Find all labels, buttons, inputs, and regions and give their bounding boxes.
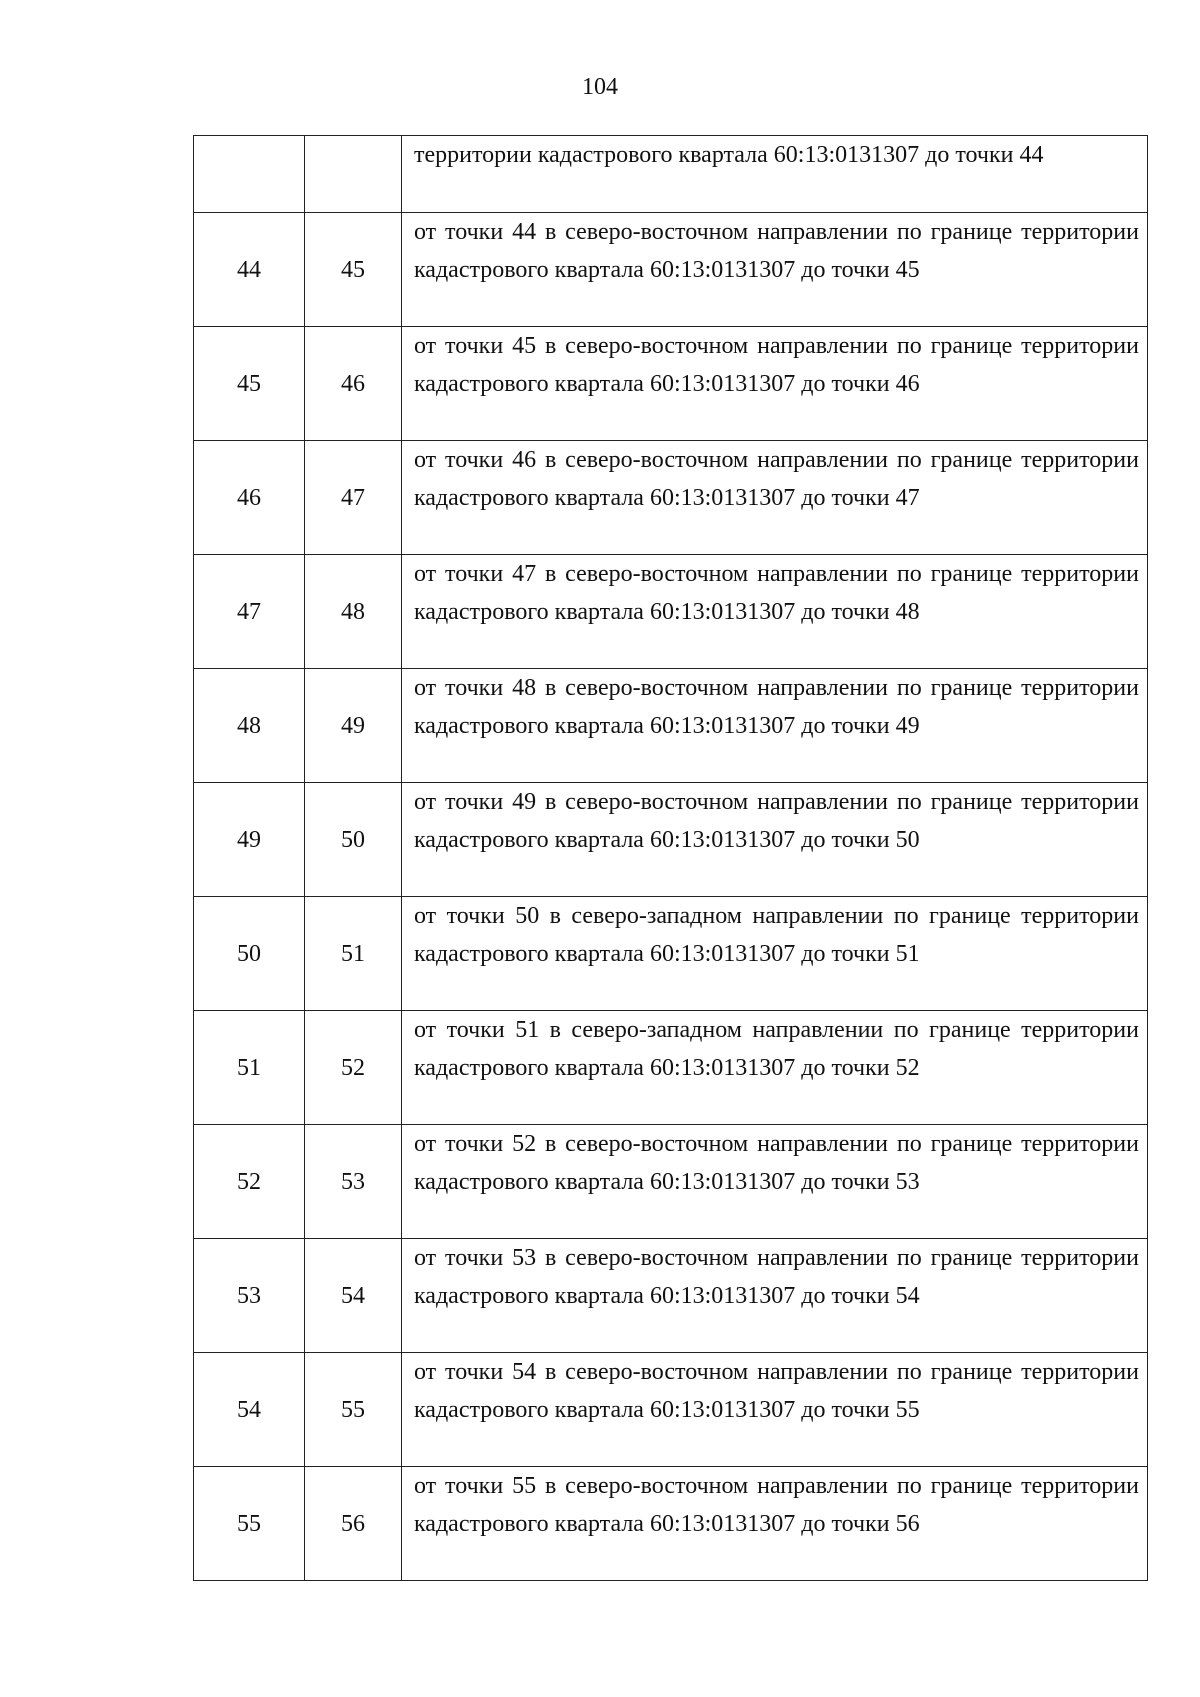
table-row bbox=[194, 897, 1148, 1011]
from-point-cell: 44 bbox=[194, 213, 305, 327]
from-point-cell: 54 bbox=[194, 1353, 305, 1467]
table-row bbox=[194, 783, 1148, 897]
from-point-cell: 46 bbox=[194, 441, 305, 555]
description-cell: от точки 50 в северо-западном направлении по границе территории кадастрового квартала 60:13:0131307 до точки 51 bbox=[402, 897, 1148, 1011]
description-cell: от точки 54 в северо-восточном направлении по границе территории кадастрового квартала 60:13:0131307 до точки 55 bbox=[402, 1353, 1148, 1467]
table-row bbox=[194, 1239, 1148, 1353]
to-point-cell: 49 bbox=[305, 669, 402, 783]
to-point-cell: 48 bbox=[305, 555, 402, 669]
from-point-cell: 50 bbox=[194, 897, 305, 1011]
table-row bbox=[194, 441, 1148, 555]
from-point-cell: 55 bbox=[194, 1467, 305, 1581]
to-point-cell: 51 bbox=[305, 897, 402, 1011]
description-cell: от точки 51 в северо-западном направлении по границе территории кадастрового квартала 60:13:0131307 до точки 52 bbox=[402, 1011, 1148, 1125]
from-point-cell: 51 bbox=[194, 1011, 305, 1125]
to-point-cell: 47 bbox=[305, 441, 402, 555]
description-cell: от точки 53 в северо-восточном направлении по границе территории кадастрового квартала 60:13:0131307 до точки 54 bbox=[402, 1239, 1148, 1353]
from-point-cell: 48 bbox=[194, 669, 305, 783]
to-point-cell: 55 bbox=[305, 1353, 402, 1467]
to-point-cell: 53 bbox=[305, 1125, 402, 1239]
table-row bbox=[194, 327, 1148, 441]
description-cell: от точки 47 в северо-восточном направлении по границе территории кадастрового квартала 60:13:0131307 до точки 48 bbox=[402, 555, 1148, 669]
from-point-cell: 53 bbox=[194, 1239, 305, 1353]
boundary-description-table bbox=[193, 135, 1148, 1581]
from-point-cell: 49 bbox=[194, 783, 305, 897]
from-point-cell bbox=[194, 136, 305, 213]
table-row bbox=[194, 555, 1148, 669]
table-row bbox=[194, 669, 1148, 783]
table-row-continued bbox=[194, 136, 1148, 213]
table-row bbox=[194, 1125, 1148, 1239]
description-cell: от точки 49 в северо-восточном направлении по границе территории кадастрового квартала 60:13:0131307 до точки 50 bbox=[402, 783, 1148, 897]
to-point-cell: 54 bbox=[305, 1239, 402, 1353]
description-cell: от точки 46 в северо-восточном направлении по границе территории кадастрового квартала 60:13:0131307 до точки 47 bbox=[402, 441, 1148, 555]
to-point-cell: 52 bbox=[305, 1011, 402, 1125]
table-row bbox=[194, 1467, 1148, 1581]
table-row bbox=[194, 1353, 1148, 1467]
from-point-cell: 47 bbox=[194, 555, 305, 669]
description-cell: от точки 52 в северо-восточном направлении по границе территории кадастрового квартала 60:13:0131307 до точки 53 bbox=[402, 1125, 1148, 1239]
table-row bbox=[194, 213, 1148, 327]
to-point-cell bbox=[305, 136, 402, 213]
description-cell: от точки 48 в северо-восточном направлении по границе территории кадастрового квартала 60:13:0131307 до точки 49 bbox=[402, 669, 1148, 783]
to-point-cell: 56 bbox=[305, 1467, 402, 1581]
description-cell: от точки 44 в северо-восточном направлении по границе территории кадастрового квартала 60:13:0131307 до точки 45 bbox=[402, 213, 1148, 327]
to-point-cell: 45 bbox=[305, 213, 402, 327]
description-cell: территории кадастрового квартала 60:13:0131307 до точки 44 bbox=[402, 136, 1148, 213]
page-number: 104 bbox=[582, 74, 618, 100]
from-point-cell: 45 bbox=[194, 327, 305, 441]
description-cell: от точки 45 в северо-восточном направлении по границе территории кадастрового квартала 60:13:0131307 до точки 46 bbox=[402, 327, 1148, 441]
from-point-cell: 52 bbox=[194, 1125, 305, 1239]
to-point-cell: 50 bbox=[305, 783, 402, 897]
description-cell: от точки 55 в северо-восточном направлении по границе территории кадастрового квартала 60:13:0131307 до точки 56 bbox=[402, 1467, 1148, 1581]
table-row bbox=[194, 1011, 1148, 1125]
to-point-cell: 46 bbox=[305, 327, 402, 441]
